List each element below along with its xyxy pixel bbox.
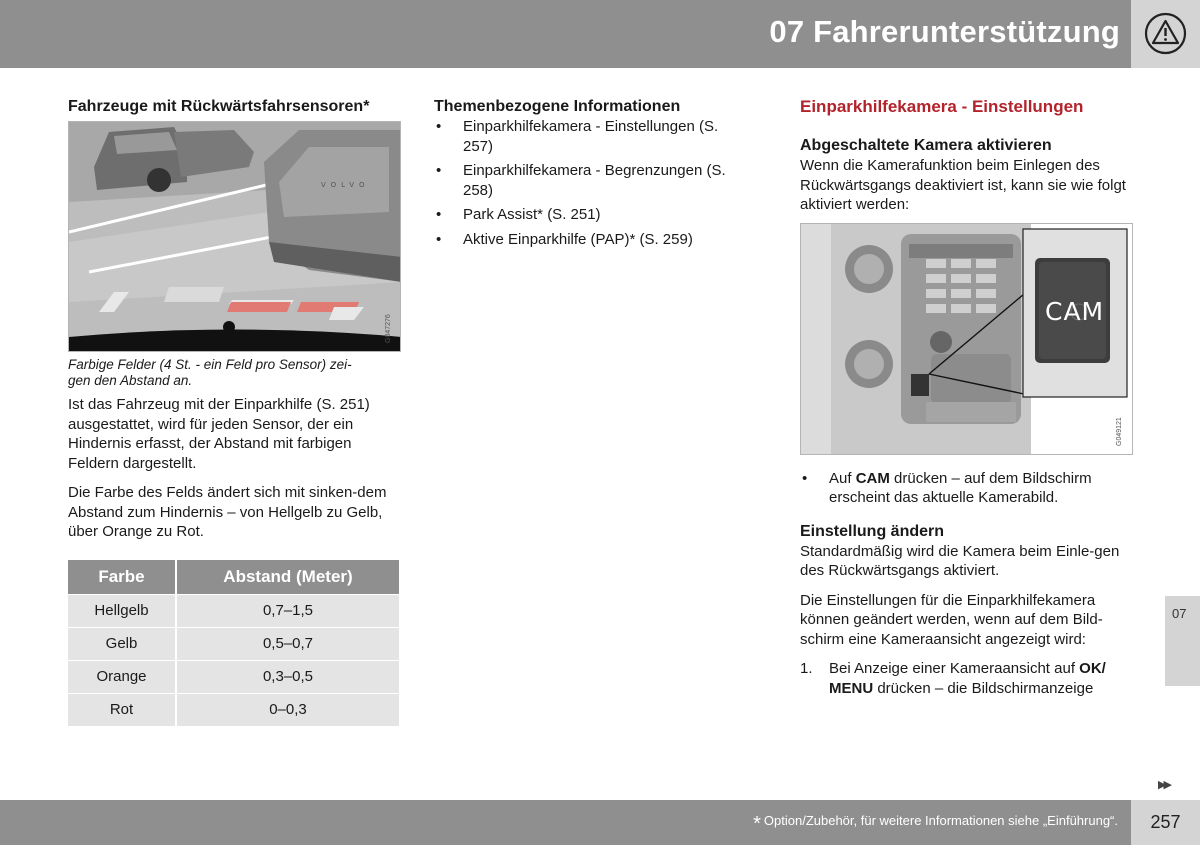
- step-item: [800, 659, 1132, 698]
- table-header-distance: Abstand (Meter): [177, 560, 399, 594]
- section-title: Einparkhilfekamera - Einstellungen: [800, 97, 1084, 116]
- table-cell-distance: 0–0,3: [177, 693, 399, 726]
- activate-paragraph: Wenn die Kamerafunktion beim Einlegen des Rückwärtsgangs deaktiviert ist, kann sie wie folgt aktiviert werden:: [800, 157, 1126, 213]
- console-illustration: [801, 224, 1133, 455]
- table-header-row: [68, 560, 399, 594]
- table-row: [68, 627, 399, 660]
- subheading-activate: Abgeschaltete Kamera aktivieren: [800, 137, 1052, 154]
- ok-menu-key: OK/ MENU: [829, 660, 1106, 697]
- step-text: Bei Anzeige einer Kameraansicht auf: [829, 660, 1080, 677]
- distance-table: [68, 560, 399, 726]
- related-link[interactable]: • Park Assist* (S. 251): [434, 205, 734, 225]
- subheading-change-settings: Einstellung ändern: [800, 522, 945, 540]
- related-link[interactable]: • Aktive Einparkhilfe (PAP)* (S. 259): [434, 230, 734, 250]
- table-cell-color: Gelb: [68, 627, 177, 660]
- table-row: [68, 594, 399, 627]
- settings-paragraph: Die Einstellungen für die Einparkhilfekamera können geändert werden, wenn auf dem Bild-schirm eine Kameraansicht angezeigt wird:: [800, 591, 1103, 648]
- chapter-tab-label: 07: [1172, 606, 1187, 621]
- cam-instruction-list: [800, 469, 1132, 508]
- cam-button-figure: [800, 223, 1133, 455]
- left-column: [68, 96, 400, 726]
- default-paragraph: Standardmäßig wird die Kamera beim Einle-gen des Rückwärtsgangs aktiviert.: [800, 542, 1120, 579]
- table-cell-color: Orange: [68, 660, 177, 693]
- related-info-list: [434, 117, 734, 249]
- footer-star: *: [753, 813, 761, 835]
- step-text: drücken – die Bildschirmanzeige: [873, 679, 1094, 697]
- table-cell-distance: 0,3–0,5: [177, 660, 399, 693]
- table-cell-distance: 0,7–1,5: [177, 594, 399, 627]
- figure-code: G049121: [1116, 416, 1123, 446]
- warning-triangle-icon: [1144, 12, 1187, 55]
- parking-scene-illustration: [69, 122, 401, 352]
- page-number: 257: [1150, 812, 1181, 832]
- step-number: 1.: [800, 660, 813, 677]
- cam-key: CAM: [855, 469, 890, 487]
- figure-code: G047276: [385, 314, 392, 343]
- left-paragraph-2: Die Farbe des Felds ändert sich mit sinken-dem Abstand zum Hindernis – von Hellgelb zu Gelb, über Orange zu Rot.: [68, 484, 387, 540]
- middle-column: [434, 96, 734, 254]
- figure-caption: Farbige Felder (4 St. - ein Feld pro Sensor) zei- gen den Abstand an.: [68, 357, 352, 388]
- table-cell-color: Hellgelb: [68, 594, 177, 627]
- double-arrow-right-icon: ▶▶: [1158, 779, 1169, 791]
- related-link[interactable]: • Einparkhilfekamera - Begrenzungen (S. 258): [434, 161, 734, 200]
- instruction-text: Auf: [829, 469, 856, 487]
- table-cell-color: Rot: [68, 693, 177, 726]
- left-paragraph-1: Ist das Fahrzeug mit der Einparkhilfe (S. 251) ausgestattet, wird für jeden Sensor, der ein Hindernis erfasst, der Abstand mit farbigen Feldern dargestellt.: [68, 396, 370, 472]
- footer-note: [753, 813, 1118, 836]
- chapter-tab: [1165, 596, 1200, 686]
- table-header-color: Farbe: [68, 560, 177, 594]
- table-row: [68, 660, 399, 693]
- table-cell-distance: 0,5–0,7: [177, 627, 399, 660]
- parking-sensor-figure: [68, 121, 401, 352]
- footer-note-text: Option/Zubehör, für weitere Informationen siehe „Einführung“.: [763, 813, 1118, 828]
- left-heading: Fahrzeuge mit Rückwärtsfahrsensoren*: [68, 98, 370, 115]
- table-row: [68, 693, 399, 726]
- warning-box: [1131, 0, 1200, 68]
- related-link[interactable]: • Einparkhilfekamera - Einstellungen (S. 257): [434, 117, 734, 156]
- svg-text:VOLVO: VOLVO: [321, 181, 370, 189]
- cam-button-label: CAM: [1045, 296, 1105, 326]
- cam-instruction: [800, 469, 1132, 508]
- related-info-heading: Themenbezogene Informationen: [434, 98, 681, 115]
- settings-steps: [800, 659, 1132, 698]
- right-column: [800, 96, 1132, 698]
- chapter-title: 07 Fahrerunterstützung: [769, 14, 1120, 49]
- instruction-text: drücken – auf dem Bildschirm erscheint das aktuelle Kamerabild.: [829, 469, 1092, 506]
